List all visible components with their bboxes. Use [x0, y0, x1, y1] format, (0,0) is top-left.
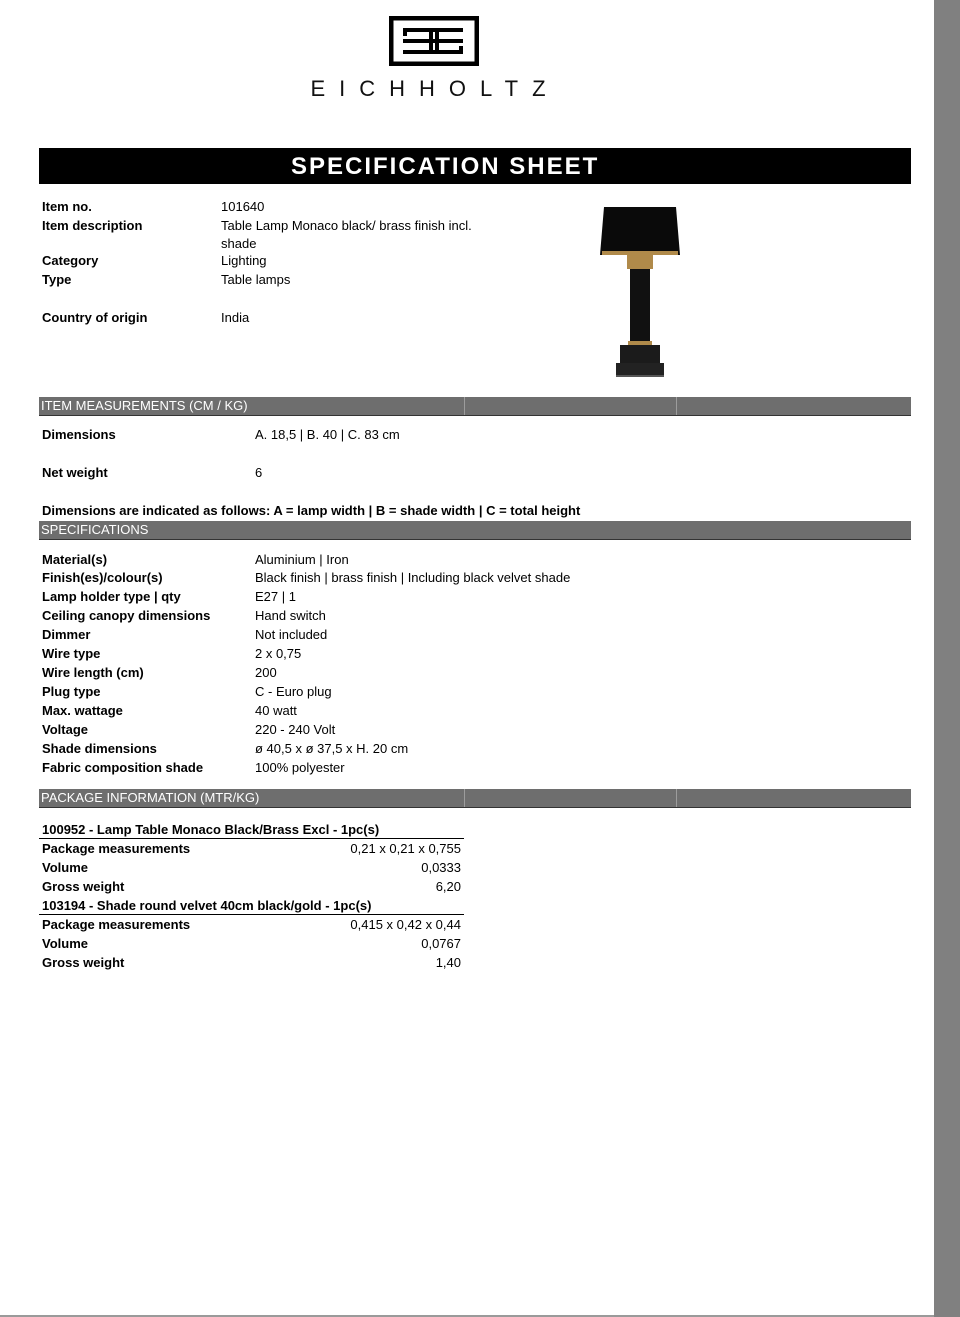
brand-name: EICHHOLTZ	[310, 76, 560, 101]
package-row-label: Package measurements	[42, 917, 191, 932]
spec-label: Ceiling canopy dimensions	[42, 608, 211, 623]
package-row-value: 0,0767	[421, 936, 461, 951]
package-group-title: 100952 - Lamp Table Monaco Black/Brass Excl - 1pc(s)	[39, 822, 464, 839]
net-weight-value: 6	[255, 465, 263, 480]
package-row-label: Gross weight	[42, 955, 125, 970]
item-description-value-line2: shade	[221, 236, 257, 251]
spec-value: 200	[255, 665, 277, 680]
type-label: Type	[42, 272, 72, 287]
item-no-value: 101640	[221, 199, 265, 214]
spec-label: Finish(es)/colour(s)	[42, 570, 163, 585]
spec-value: Aluminium | Iron	[255, 552, 349, 567]
sheet-title-banner	[39, 148, 911, 184]
spec-label: Dimmer	[42, 627, 91, 642]
spec-label: Fabric composition shade	[42, 760, 204, 775]
spec-value: 2 x 0,75	[255, 646, 302, 661]
category-label: Category	[42, 253, 99, 268]
package-row-label: Volume	[42, 860, 88, 875]
section-divider	[464, 789, 465, 807]
package-section-header	[39, 789, 911, 808]
spec-value: Not included	[255, 627, 328, 642]
package-row-value: 1,40	[435, 955, 461, 970]
spec-label: Max. wattage	[42, 703, 123, 718]
spec-label: Voltage	[42, 722, 88, 737]
viewer-side-bar	[934, 0, 960, 1317]
spec-value: C - Euro plug	[255, 684, 332, 699]
spec-value: Black finish | brass finish | Including black velvet shade	[255, 570, 571, 585]
spec-value: 100% polyester	[255, 760, 345, 775]
item-no-label: Item no.	[42, 199, 92, 214]
spec-value: E27 | 1	[255, 589, 296, 604]
package-row-label: Gross weight	[42, 879, 125, 894]
package-section-title: PACKAGE INFORMATION (MTR/KG)	[41, 790, 260, 805]
package-row-value: 0,21 x 0,21 x 0,755	[350, 841, 461, 856]
spec-label: Plug type	[42, 684, 101, 699]
spec-label: Wire length (cm)	[42, 665, 144, 680]
package-row-label: Volume	[42, 936, 88, 951]
sheet-title: SPECIFICATION SHEET	[291, 153, 600, 180]
country-value: India	[221, 310, 250, 325]
measurements-section-title: ITEM MEASUREMENTS (CM / KG)	[41, 398, 248, 413]
package-row-value: 0,415 x 0,42 x 0,44	[350, 917, 461, 932]
section-divider	[676, 789, 677, 807]
package-row-value: 0,0333	[421, 860, 461, 875]
package-group-title: 103194 - Shade round velvet 40cm black/gold - 1pc(s)	[39, 898, 464, 915]
spec-value: 40 watt	[255, 703, 297, 718]
specifications-section-header	[39, 521, 911, 540]
item-description-label: Item description	[42, 218, 143, 233]
dimensions-note: Dimensions are indicated as follows: A = lamp width | B = shade width | C = total height	[42, 503, 581, 518]
package-row-value: 6,20	[435, 879, 461, 894]
dimensions-value: A. 18,5 | B. 40 | C. 83 cm	[255, 427, 400, 442]
spec-label: Lamp holder type | qty	[42, 589, 181, 604]
spec-label: Shade dimensions	[42, 741, 157, 756]
type-value: Table lamps	[221, 272, 291, 287]
eichholtz-logo-icon	[389, 16, 479, 66]
category-value: Lighting	[221, 253, 267, 268]
spec-label: Wire type	[42, 646, 101, 661]
spec-value: ø 40,5 x ø 37,5 x H. 20 cm	[255, 741, 409, 756]
spec-value: Hand switch	[255, 608, 326, 623]
section-divider	[464, 397, 465, 415]
specifications-section-title: SPECIFICATIONS	[41, 522, 149, 537]
country-label: Country of origin	[42, 310, 148, 325]
spec-value: 220 - 240 Volt	[255, 722, 336, 737]
package-row-label: Package measurements	[42, 841, 191, 856]
section-divider	[676, 397, 677, 415]
spec-label: Material(s)	[42, 552, 108, 567]
table-lamp-image	[590, 205, 690, 380]
dimensions-label: Dimensions	[42, 427, 116, 442]
item-description-value: Table Lamp Monaco black/ brass finish incl.	[221, 218, 472, 233]
net-weight-label: Net weight	[42, 465, 108, 480]
measurements-section-header	[39, 397, 911, 416]
